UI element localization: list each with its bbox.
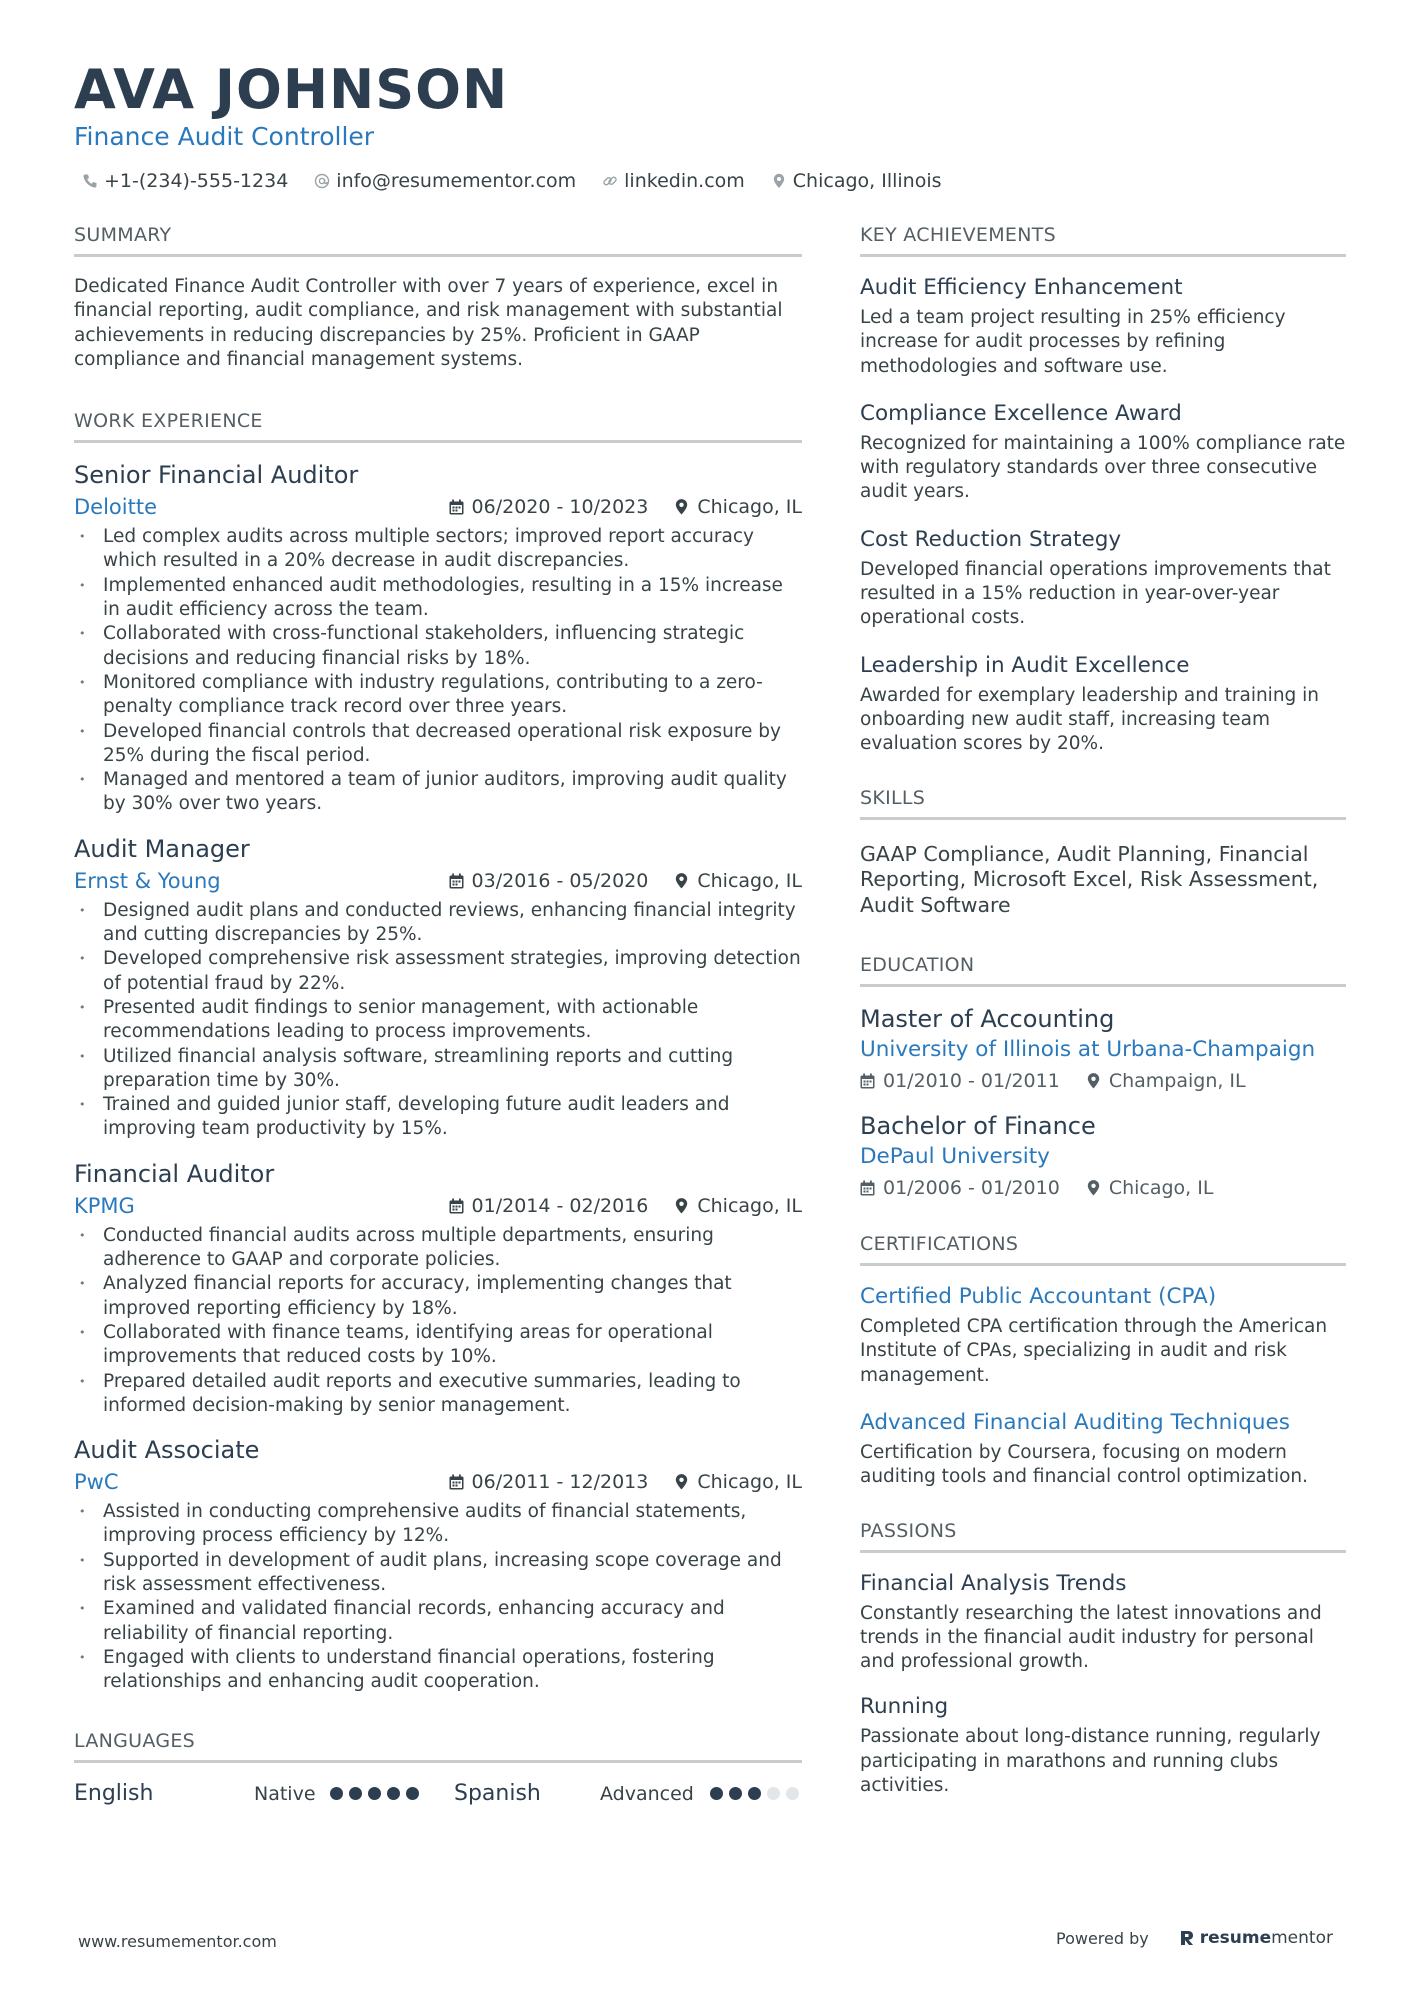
certification-title: Certified Public Accountant (CPA): [860, 1284, 1217, 1310]
contact-bar: [82, 170, 942, 192]
achievement-text: Developed financial operations improvements that resulted in a 15% reduction in year-over-year operational costs.: [860, 558, 1331, 629]
list-item: • Developed comprehensive risk assessment strategies, improving detection of potential fraud by 22%.: [74, 947, 802, 996]
education-school: DePaul University: [860, 1144, 1050, 1170]
at-icon: [314, 173, 330, 189]
passion-item: [860, 1571, 1346, 1675]
job-title: Financial Auditor: [74, 1159, 275, 1188]
education-section: [860, 954, 1346, 1199]
education-location-text: Chicago, IL: [1108, 1177, 1214, 1200]
footer-website[interactable]: www.resumementor.com: [78, 1932, 277, 1951]
summary-section: [74, 224, 802, 372]
job-title: Audit Manager: [74, 834, 250, 863]
job-dates: [449, 870, 649, 892]
passion-text: Constantly researching the latest innovations and trends in the financial audit industry for personal and professional growth.: [860, 1602, 1322, 1673]
linkedin-text: linkedin.com: [624, 170, 745, 192]
education-heading: EDUCATION: [860, 954, 1346, 987]
job-entry: [74, 835, 802, 1142]
job-dates: [449, 496, 649, 518]
list-item: • Collaborated with cross-functional stakeholders, influencing strategic decisions and reducing financial risks by 18%.: [74, 622, 802, 671]
education-dates-text: 01/2010 - 01/2011: [883, 1070, 1060, 1093]
job-location-text: Chicago, IL: [697, 1194, 802, 1217]
language-rating: [710, 1787, 799, 1800]
left-column: [74, 224, 802, 1806]
experience-heading: WORK EXPERIENCE: [74, 410, 802, 443]
job-date-location: [449, 1195, 802, 1217]
calendar-icon: [860, 1073, 875, 1089]
language-level: Native: [254, 1782, 316, 1805]
rating-dot-filled: [406, 1787, 419, 1800]
job-location-text: Chicago, IL: [697, 496, 802, 519]
job-company: PwC: [74, 1470, 119, 1495]
rating-dot-filled: [349, 1787, 362, 1800]
job-dates-text: 03/2016 - 05/2020: [471, 869, 649, 892]
passion-title: Running: [860, 1694, 949, 1720]
job-location: [674, 496, 802, 518]
job-entry: [74, 1160, 802, 1418]
passion-text: Passionate about long-distance running, regularly participating in marathons and running clubs activities.: [860, 1726, 1321, 1797]
candidate-role: Finance Audit Controller: [74, 122, 375, 151]
list-item: • Assisted in conducting comprehensive audits of financial statements, improving process efficiency by 12%.: [74, 1500, 802, 1549]
contact-linkedin[interactable]: [602, 170, 745, 192]
achievement-title: Leadership in Audit Excellence: [860, 652, 1190, 678]
list-item: • Engaged with clients to understand financial operations, fostering relationships and enhancing audit cooperation.: [74, 1646, 802, 1695]
right-column: [860, 224, 1346, 1818]
achievement-item: [860, 275, 1346, 379]
job-dates-text: 06/2020 - 10/2023: [471, 496, 649, 519]
languages-row: [74, 1781, 802, 1806]
job-date-location: [449, 870, 802, 892]
job-date-location: [449, 496, 802, 518]
list-item: • Prepared detailed audit reports and executive summaries, leading to informed decision-making by senior management.: [74, 1370, 802, 1419]
contact-phone: [82, 170, 288, 192]
list-item: • Developed financial controls that decreased operational risk exposure by 25% during the fiscal period.: [74, 720, 802, 769]
passion-title: Financial Analysis Trends: [860, 1570, 1127, 1596]
rating-dot-empty: [767, 1787, 780, 1800]
link-icon: [602, 173, 618, 189]
certification-text: Completed CPA certification through the American Institute of CPAs, specializing in audit and risk management.: [860, 1316, 1328, 1386]
rating-dot-filled: [729, 1787, 742, 1800]
job-location-text: Chicago, IL: [697, 869, 802, 892]
job-meta: [74, 869, 802, 893]
list-item: • Designed audit plans and conducted reviews, enhancing financial integrity and cutting discrepancies by 25%.: [74, 899, 802, 948]
education-item: [860, 1112, 1346, 1199]
education-degree: Bachelor of Finance: [860, 1112, 1096, 1141]
education-location-text: Champaign, IL: [1108, 1070, 1246, 1093]
achievement-title: Cost Reduction Strategy: [860, 526, 1122, 552]
list-item: • Collaborated with finance teams, identifying areas for operational improvements that reduced costs by 10%.: [74, 1321, 802, 1370]
job-date-location: [449, 1471, 802, 1493]
rating-dot-empty: [786, 1787, 799, 1800]
contact-email[interactable]: [314, 170, 576, 192]
brand-rest: mentor: [1271, 1928, 1333, 1948]
education-school: University of Illinois at Urbana-Champaign: [860, 1037, 1316, 1063]
job-dates: [449, 1195, 649, 1217]
summary-text: Dedicated Finance Audit Controller with over 7 years of experience, excel in financial reporting, audit compliance, and risk management with substantial achievements in reducing discrepancies by 25%. Proficient in GAAP compliance and financial management systems.: [74, 276, 783, 370]
list-item: • Examined and validated financial records, enhancing accuracy and reliability of financial reporting.: [74, 1597, 802, 1646]
education-dates: [860, 1070, 1060, 1092]
location-pin-icon: [1086, 1073, 1101, 1089]
location-pin-icon: [674, 499, 689, 515]
education-location: [1086, 1177, 1214, 1199]
job-location: [674, 870, 802, 892]
job-meta: [74, 495, 802, 519]
education-meta: [860, 1177, 1346, 1199]
job-bullets: [74, 899, 802, 1142]
list-item: • Implemented enhanced audit methodologies, resulting in a 15% increase in audit efficiency across the team.: [74, 574, 802, 623]
education-dates-text: 01/2006 - 01/2010: [883, 1177, 1060, 1200]
certifications-heading: CERTIFICATIONS: [860, 1233, 1346, 1266]
job-company: Ernst & Young: [74, 868, 221, 893]
brand-bold: resume: [1199, 1928, 1272, 1948]
calendar-icon: [449, 499, 464, 515]
list-item: • Led complex audits across multiple sectors; improved report accuracy which resulted in a 20% decrease in audit discrepancies.: [74, 525, 802, 574]
location-pin-icon: [674, 1198, 689, 1214]
job-location: [674, 1195, 802, 1217]
list-item: • Presented audit findings to senior management, with actionable recommendations leading to process improvements.: [74, 996, 802, 1045]
calendar-icon: [449, 1198, 464, 1214]
job-bullets: [74, 1500, 802, 1694]
summary-heading: SUMMARY: [74, 224, 802, 257]
list-item: • Supported in development of audit plans, increasing scope coverage and risk assessment effectiveness.: [74, 1549, 802, 1598]
rating-dot-filled: [748, 1787, 761, 1800]
phone-text: +1-(234)-555-1234: [104, 170, 289, 192]
job-location-text: Chicago, IL: [697, 1471, 802, 1494]
job-company: Deloitte: [74, 495, 157, 520]
achievements-heading: KEY ACHIEVEMENTS: [860, 224, 1346, 257]
job-entry: [74, 461, 802, 817]
achievements-section: [860, 224, 1346, 757]
calendar-icon: [449, 873, 464, 889]
achievement-item: [860, 527, 1346, 631]
rating-dot-filled: [368, 1787, 381, 1800]
passion-item: [860, 1694, 1346, 1798]
list-item: • Conducted financial audits across multiple departments, ensuring adherence to GAAP and corporate policies.: [74, 1224, 802, 1273]
passions-heading: PASSIONS: [860, 1520, 1346, 1553]
phone-icon: [82, 173, 98, 189]
job-title: Senior Financial Auditor: [74, 461, 359, 490]
job-location: [674, 1471, 802, 1493]
language-level: Advanced: [600, 1782, 694, 1805]
job-meta: [74, 1194, 802, 1218]
certifications-section: [860, 1233, 1346, 1489]
resumementor-brand[interactable]: [1179, 1928, 1333, 1948]
language-name: Spanish: [454, 1781, 541, 1807]
job-dates: [449, 1471, 649, 1493]
job-company: KPMG: [74, 1193, 135, 1218]
achievement-title: Audit Efficiency Enhancement: [860, 275, 1183, 300]
candidate-name: AVA JOHNSON: [74, 58, 509, 121]
location-pin-icon: [674, 1474, 689, 1490]
rating-dot-filled: [710, 1787, 723, 1800]
certification-item: [860, 1410, 1346, 1490]
calendar-icon: [449, 1474, 464, 1490]
job-entry: [74, 1436, 802, 1694]
achievement-item: [860, 401, 1346, 505]
achievement-title: Compliance Excellence Award: [860, 400, 1182, 426]
education-degree: Master of Accounting: [860, 1005, 1115, 1034]
experience-section: [74, 410, 802, 1694]
list-item: • Monitored compliance with industry regulations, contributing to a zero-penalty compliance track record over three years.: [74, 671, 802, 720]
location-pin-icon: [1086, 1180, 1101, 1196]
rating-dot-filled: [330, 1787, 343, 1800]
rating-dot-filled: [387, 1787, 400, 1800]
contact-location: [771, 170, 942, 192]
certification-title: Advanced Financial Auditing Techniques: [860, 1409, 1290, 1435]
list-item: • Managed and mentored a team of junior auditors, improving audit quality by 30% over two years.: [74, 768, 802, 817]
languages-heading: LANGUAGES: [74, 1730, 802, 1763]
education-item: [860, 1005, 1346, 1092]
skills-heading: SKILLS: [860, 787, 1346, 820]
achievement-item: [860, 653, 1346, 757]
list-item: • Analyzed financial reports for accuracy, implementing changes that improved reporting efficiency by 18%.: [74, 1272, 802, 1321]
job-dates-text: 01/2014 - 02/2016: [471, 1194, 649, 1217]
skills-text: GAAP Compliance, Audit Planning, Financial Reporting, Microsoft Excel, Risk Assessment, Audit Software: [860, 841, 1319, 917]
certification-item: [860, 1284, 1346, 1388]
job-meta: [74, 1470, 802, 1494]
footer-powered: [1056, 1928, 1333, 1948]
location-pin-icon: [771, 173, 787, 189]
location-text: Chicago, Illinois: [792, 170, 942, 192]
powered-by-label: Powered by: [1056, 1928, 1149, 1948]
email-text: info@resumementor.com: [336, 170, 577, 192]
job-bullets: [74, 525, 802, 817]
education-meta: [860, 1070, 1346, 1092]
languages-section: [74, 1730, 802, 1806]
calendar-icon: [860, 1180, 875, 1196]
job-dates-text: 06/2011 - 12/2013: [471, 1471, 649, 1494]
language-rating: [330, 1787, 454, 1800]
job-bullets: [74, 1224, 802, 1418]
job-title: Audit Associate: [74, 1436, 260, 1465]
list-item: • Trained and guided junior staff, developing future audit leaders and improving team productivity by 15%.: [74, 1093, 802, 1142]
location-pin-icon: [674, 873, 689, 889]
language-name: English: [74, 1781, 154, 1807]
achievement-text: Recognized for maintaining a 100% compliance rate with regulatory standards over three consecutive audit years.: [860, 432, 1346, 503]
skills-section: [860, 787, 1346, 919]
education-location: [1086, 1070, 1246, 1092]
education-dates: [860, 1177, 1060, 1199]
passions-section: [860, 1520, 1346, 1799]
resumementor-logo-icon: [1179, 1929, 1195, 1947]
achievement-text: Led a team project resulting in 25% efficiency increase for audit processes by refining methodologies and software use.: [860, 307, 1286, 377]
list-item: • Utilized financial analysis software, streamlining reports and cutting preparation time by 30%.: [74, 1045, 802, 1094]
achievement-text: Awarded for exemplary leadership and training in onboarding new audit staff, increasing team evaluation scores by 20%.: [860, 684, 1320, 755]
certification-text: Certification by Coursera, focusing on modern auditing tools and financial control optimization.: [860, 1441, 1309, 1488]
